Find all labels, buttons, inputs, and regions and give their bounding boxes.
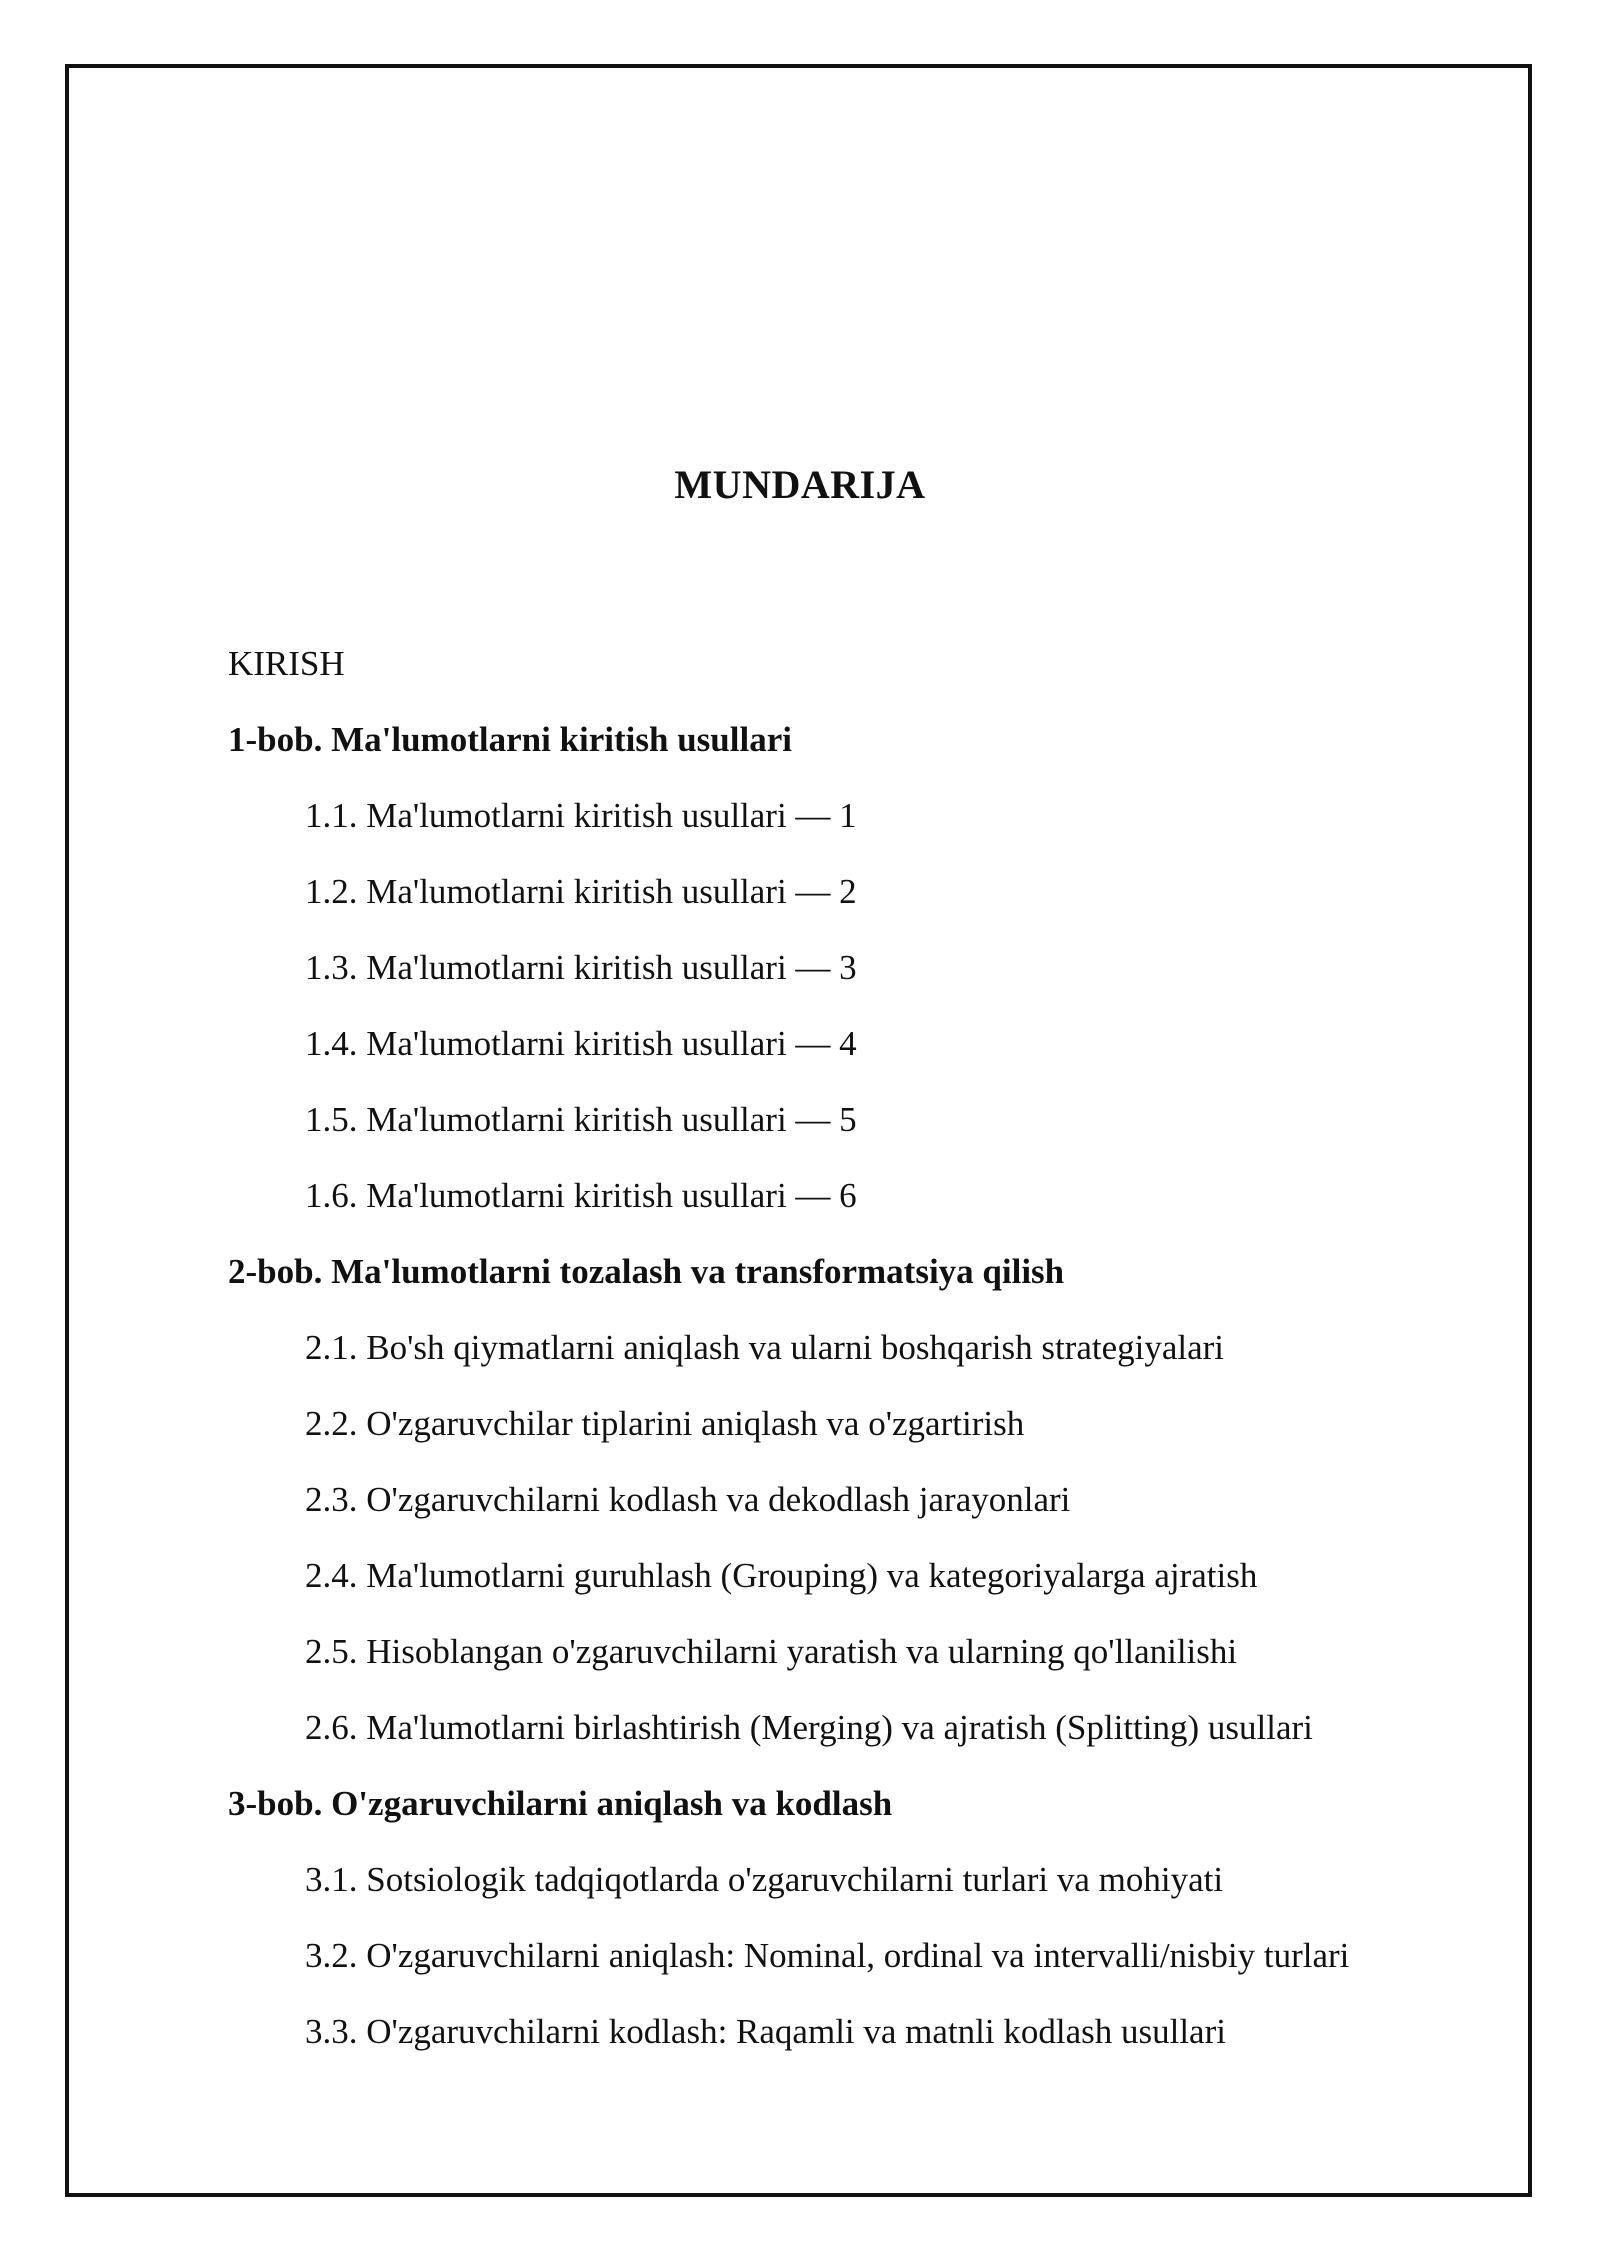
- toc-section-1-4: 1.4. Ma'lumotlarni kiritish usullari — 4: [305, 1024, 857, 1063]
- toc-section-3-2: 3.2. O'zgaruvchilarni aniqlash: Nominal, ordinal va intervalli/nisbiy turlari: [305, 1936, 1350, 1975]
- toc-section-2-1: 2.1. Bo'sh qiymatlarni aniqlash va ularni boshqarish strategiyalari: [305, 1328, 1225, 1367]
- page-title: MUNDARIJA: [674, 462, 926, 507]
- toc-section-3-1: 3.1. Sotsiologik tadqiqotlarda o'zgaruvchilarni turlari va mohiyati: [305, 1860, 1224, 1899]
- toc-section-1-3: 1.3. Ma'lumotlarni kiritish usullari — 3: [305, 948, 857, 987]
- toc-chapter-3: 3-bob. O'zgaruvchilarni aniqlash va kodlash: [228, 1784, 893, 1823]
- toc-chapter-2: 2-bob. Ma'lumotlarni tozalash va transformatsiya qilish: [228, 1252, 1065, 1291]
- table-of-contents: [228, 640, 1488, 2084]
- toc-section-2-2: 2.2. O'zgaruvchilar tiplarini aniqlash va o'zgartirish: [305, 1404, 1025, 1443]
- toc-chapter-1: 1-bob. Ma'lumotlarni kiritish usullari: [228, 720, 792, 759]
- toc-entry-intro: KIRISH: [228, 644, 345, 683]
- toc-section-2-4: 2.4. Ma'lumotlarni guruhlash (Grouping) va kategoriyalarga ajratish: [305, 1556, 1258, 1595]
- toc-section-1-2: 1.2. Ma'lumotlarni kiritish usullari — 2: [305, 872, 857, 911]
- toc-section-2-6: 2.6. Ma'lumotlarni birlashtirish (Merging) va ajratish (Splitting) usullari: [305, 1708, 1313, 1747]
- toc-section-1-6: 1.6. Ma'lumotlarni kiritish usullari — 6: [305, 1176, 857, 1215]
- toc-section-2-3: 2.3. O'zgaruvchilarni kodlash va dekodlash jarayonlari: [305, 1480, 1071, 1519]
- toc-section-2-5: 2.5. Hisoblangan o'zgaruvchilarni yaratish va ularning qo'llanilishi: [305, 1632, 1238, 1671]
- toc-section-1-1: 1.1. Ma'lumotlarni kiritish usullari — 1: [305, 796, 857, 835]
- toc-section-1-5: 1.5. Ma'lumotlarni kiritish usullari — 5: [305, 1100, 857, 1139]
- toc-section-3-3: 3.3. O'zgaruvchilarni kodlash: Raqamli va matnli kodlash usullari: [305, 2012, 1226, 2051]
